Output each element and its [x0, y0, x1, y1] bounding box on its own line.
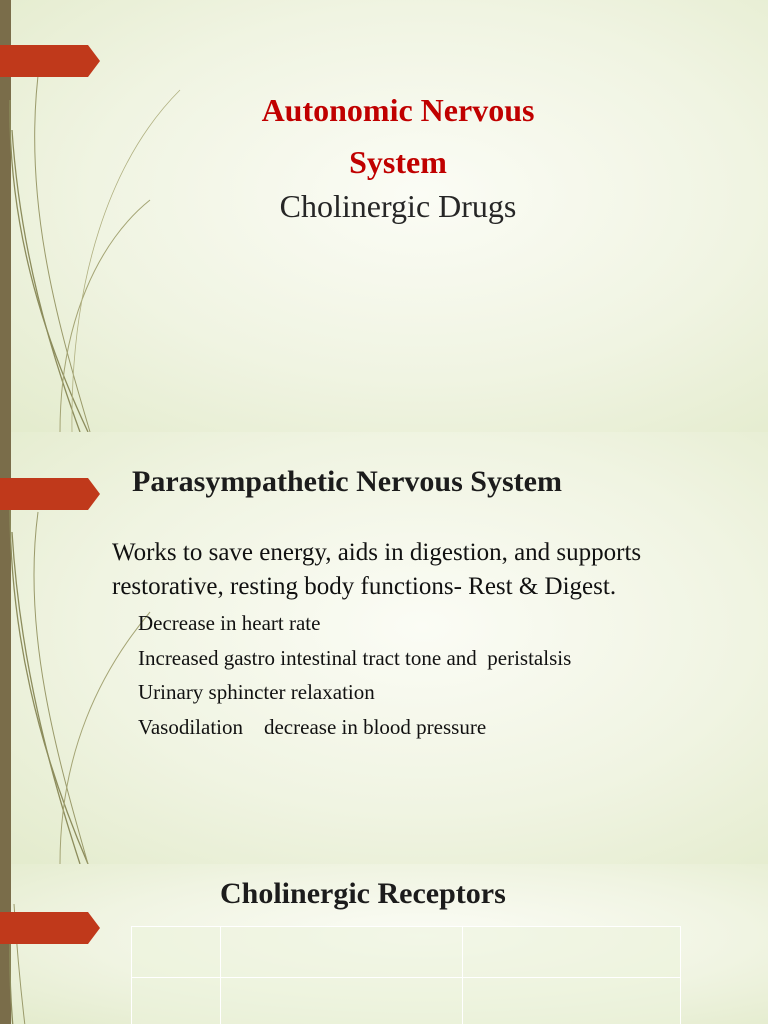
slide-title-line: Autonomic Nervous: [261, 92, 535, 128]
bullet-item: Decrease in heart rate: [138, 611, 321, 635]
table-row: [132, 927, 681, 978]
bullet-item: Vasodilation decrease in blood pressure: [138, 714, 487, 739]
slide-title-line: System: [349, 144, 447, 180]
table-cell: [463, 927, 681, 978]
bullet-item: Urinary sphincter relaxation: [138, 680, 375, 704]
tab-arrow-decoration: [0, 45, 100, 77]
bullet-list: [138, 606, 571, 744]
bullet-item: Increased gastro intestinal tract tone and peristalsis: [138, 645, 572, 670]
slide-subtitle: Cholinergic Drugs: [279, 188, 517, 224]
receptors-slide: [0, 864, 768, 1024]
slide-title: Parasympathetic Nervous System: [132, 465, 562, 498]
receptor-table: [131, 926, 681, 1024]
slide-title: [180, 84, 616, 188]
table-cell: [132, 978, 221, 1024]
tab-arrow-decoration: [0, 478, 100, 510]
table-row: [132, 978, 681, 1024]
tab-arrow-decoration: [0, 912, 100, 944]
table-cell: [220, 978, 463, 1024]
slide-title: Cholinergic Receptors: [220, 877, 506, 910]
table-cell: [463, 978, 681, 1024]
content-slide: [0, 432, 768, 864]
table-cell: [132, 927, 221, 978]
table-cell: [220, 927, 463, 978]
title-slide: [0, 0, 768, 432]
intro-paragraph: Works to save energy, aids in digestion, and supports restorative, resting body functions- Rest & Digest.: [112, 539, 642, 600]
